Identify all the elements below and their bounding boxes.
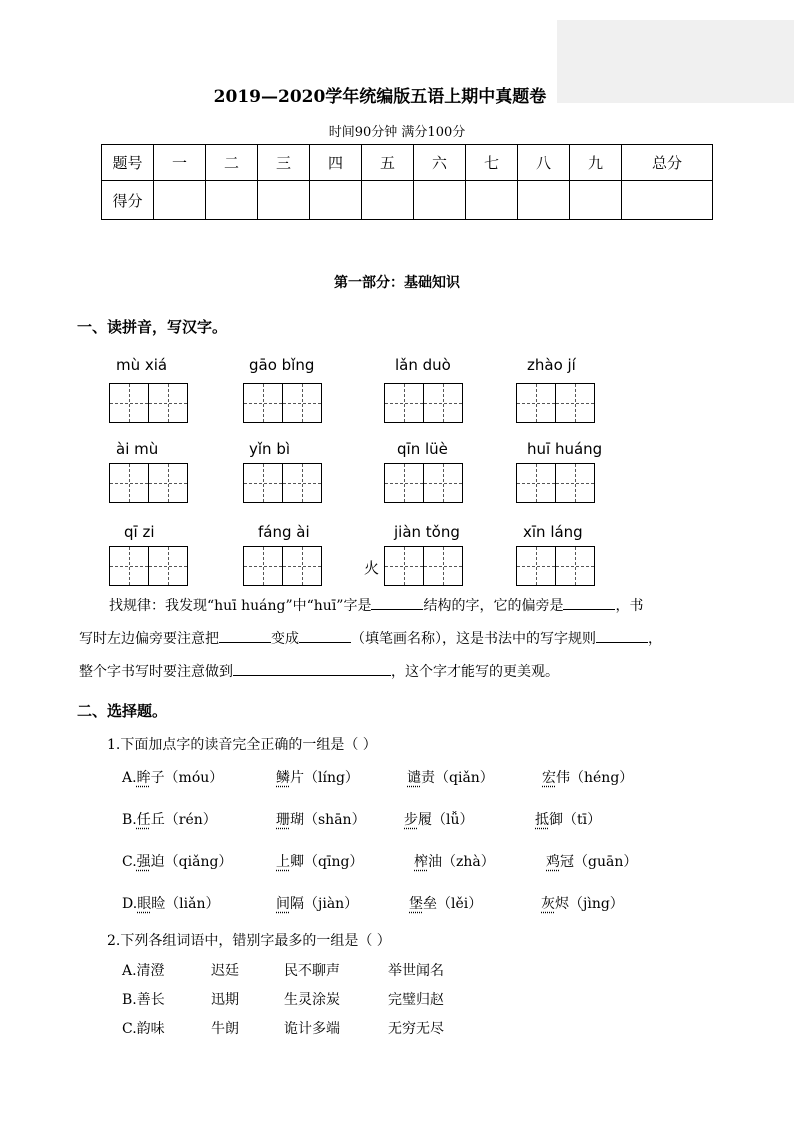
writing-grid[interactable]: [555, 383, 595, 423]
pinyin-label: jiàn tǒng: [394, 523, 460, 541]
option-c-word-4: [546, 851, 637, 871]
answer-blank[interactable]: [219, 626, 271, 643]
pinyin-label: zhào jí: [527, 356, 576, 374]
dotted-char: 堡: [409, 896, 423, 912]
option-word: 迫（qiǎng）: [150, 854, 233, 870]
dotted-char: 上: [276, 854, 290, 870]
q2-word: 生灵涂炭: [284, 992, 340, 1008]
dotted-char: 眸: [136, 770, 151, 786]
part-title: 第一部分：基础知识: [334, 275, 460, 291]
option-c-word-2: [276, 851, 363, 871]
dotted-char: 鳞: [276, 770, 290, 786]
dotted-char: 步: [404, 812, 418, 828]
pinyin-label: qīn lüè: [397, 440, 448, 458]
option-word: 责（qiǎn）: [421, 770, 494, 786]
writing-grid[interactable]: [516, 383, 556, 423]
dotted-char: 谴: [407, 770, 421, 786]
q2-word: 民不聊声: [284, 963, 340, 979]
option-a[interactable]: [122, 767, 223, 787]
answer-blank[interactable]: [563, 593, 615, 610]
option-word: 御（tī）: [549, 812, 602, 828]
dotted-char: 珊: [276, 812, 290, 828]
dotted-char: 强: [136, 854, 151, 870]
question-1-stem: 1.下面加点字的读音完全正确的一组是（ ）: [107, 737, 377, 753]
rule-paragraph: [79, 590, 739, 689]
table-cell: 六: [414, 145, 466, 181]
option-word: 垒（lěi）: [423, 896, 483, 912]
table-cell: 四: [310, 145, 362, 181]
option-b-word-4: [535, 809, 601, 829]
answer-blank[interactable]: [299, 626, 351, 643]
option-letter: D.: [122, 896, 138, 912]
dotted-char: 间: [276, 896, 290, 912]
rule-text: （填笔画名称），这是书法中的写字规则: [351, 631, 596, 647]
table-cell: 九: [570, 145, 622, 181]
table-cell: 得分: [102, 181, 154, 220]
rule-text: 找规律：我发现“huī huáng”中“huī”字是: [109, 598, 372, 614]
option-d[interactable]: [122, 893, 220, 913]
dotted-char: 鸡: [546, 854, 560, 870]
score-input-cell[interactable]: [310, 181, 362, 220]
pinyin-label: lǎn duò: [395, 356, 451, 374]
answer-blank[interactable]: [371, 593, 423, 610]
option-letter: A.: [122, 770, 137, 786]
option-c[interactable]: [122, 851, 232, 871]
option-letter: C.: [122, 854, 137, 870]
table-cell: 五: [362, 145, 414, 181]
writing-grid[interactable]: [423, 463, 463, 503]
writing-grid[interactable]: [148, 546, 188, 586]
answer-blank[interactable]: [596, 626, 648, 643]
score-table-score-row: [102, 181, 713, 220]
pinyin-label: mù xiá: [116, 356, 168, 374]
option-word: 伟（héng）: [556, 770, 634, 786]
score-input-cell[interactable]: [570, 181, 622, 220]
score-input-cell[interactable]: [622, 181, 713, 220]
pinyin-label: qī zi: [124, 523, 155, 541]
rule-text: ，: [648, 631, 662, 647]
writing-grid[interactable]: [516, 463, 556, 503]
pinyin-label: yǐn bì: [249, 440, 291, 458]
writing-grid[interactable]: [555, 546, 595, 586]
rule-text: 变成: [271, 631, 299, 647]
writing-grid[interactable]: [384, 546, 424, 586]
table-cell: 总分: [622, 145, 713, 181]
option-word: 卿（qīng）: [290, 854, 364, 870]
q2-option-a[interactable]: A.清澄: [122, 963, 165, 979]
option-a-word-2: [276, 767, 359, 787]
q2-word: 诡计多端: [284, 1021, 340, 1037]
option-word: 睑（liǎn）: [151, 896, 220, 912]
pinyin-label: fáng ài: [258, 523, 310, 541]
writing-grid[interactable]: [555, 463, 595, 503]
q2-word: 完璧归赵: [388, 992, 444, 1008]
dotted-char: 抵: [535, 812, 549, 828]
page-title: 2019—2020学年统编版五语上期中真题卷: [213, 87, 547, 107]
pinyin-label: gāo bǐng: [249, 356, 315, 374]
writing-grid[interactable]: [516, 546, 556, 586]
option-b-word-2: [276, 809, 366, 829]
option-word: 油（zhà）: [428, 854, 495, 870]
dotted-char: 宏: [542, 770, 556, 786]
rule-text: 结构的字，它的偏旁是: [423, 598, 564, 614]
writing-grid[interactable]: [109, 463, 149, 503]
score-table: [101, 144, 713, 220]
q2-word: 牛朗: [211, 1021, 239, 1037]
section-1-title: 一、读拼音，写汉字。: [77, 318, 228, 336]
q2-word: 举世闻名: [388, 963, 444, 979]
option-word: 履（lǚ）: [418, 812, 474, 828]
section-2-title: 二、选择题。: [77, 702, 168, 720]
score-input-cell[interactable]: [518, 181, 570, 220]
option-word: 冠（guān）: [560, 854, 638, 870]
rule-text: ，书: [615, 598, 644, 614]
option-word: 片（líng）: [290, 770, 359, 786]
writing-grid[interactable]: [148, 463, 188, 503]
dotted-char: 灰: [541, 896, 555, 912]
q2-word: 无穷无尽: [388, 1021, 444, 1037]
writing-grid[interactable]: [243, 463, 283, 503]
option-word: 瑚（shān）: [290, 812, 366, 828]
pinyin-label: xīn láng: [523, 523, 583, 541]
fire-radical-hint: 火: [364, 559, 380, 577]
table-cell: 一: [154, 145, 206, 181]
table-cell: 二: [206, 145, 258, 181]
dotted-char: 眼: [137, 896, 152, 912]
option-c-word-3: [414, 851, 495, 871]
writing-grid[interactable]: [109, 546, 149, 586]
score-input-cell[interactable]: [206, 181, 258, 220]
pinyin-label: huī huáng: [527, 440, 603, 458]
q2-option-c[interactable]: C.韵味: [122, 1021, 165, 1037]
table-cell: 七: [466, 145, 518, 181]
score-input-cell[interactable]: [154, 181, 206, 220]
option-word: 烬（jìng）: [555, 896, 624, 912]
pinyin-label: ài mù: [116, 440, 159, 458]
option-b[interactable]: [122, 809, 217, 829]
table-cell: 八: [518, 145, 570, 181]
q2-word: 迅期: [211, 992, 239, 1008]
writing-grid[interactable]: [384, 383, 424, 423]
rule-text: 写时左边偏旁要注意把: [79, 631, 219, 647]
option-d-word-2: [276, 893, 358, 913]
writing-grid[interactable]: [282, 546, 322, 586]
writing-grid[interactable]: [384, 463, 424, 503]
option-word: 子（móu）: [150, 770, 224, 786]
rule-text: 整个字书写时要注意做到: [79, 664, 233, 680]
q2-word: 迟廷: [211, 963, 239, 979]
question-2-stem: 2.下列各组词语中，错别字最多的一组是（ ）: [107, 933, 391, 949]
table-cell: 三: [258, 145, 310, 181]
writing-grid[interactable]: [282, 383, 322, 423]
writing-grid[interactable]: [423, 383, 463, 423]
option-b-word-3: [404, 809, 474, 829]
score-input-cell[interactable]: [362, 181, 414, 220]
score-input-cell[interactable]: [414, 181, 466, 220]
option-word: 隔（jiàn）: [290, 896, 359, 912]
page-subtitle: 时间90分钟 满分100分: [328, 125, 466, 140]
option-d-word-4: [541, 893, 624, 913]
option-a-word-3: [407, 767, 494, 787]
answer-blank[interactable]: [233, 659, 391, 676]
writing-grid[interactable]: [423, 546, 463, 586]
score-table-header-row: [102, 145, 713, 181]
writing-grid[interactable]: [243, 383, 283, 423]
writing-grid[interactable]: [148, 383, 188, 423]
rule-text: ，这个字才能写的更美观。: [391, 664, 559, 680]
writing-grid[interactable]: [243, 546, 283, 586]
option-word: 丘（rén）: [150, 812, 217, 828]
option-letter: B.: [122, 812, 137, 828]
q2-option-b[interactable]: B.善长: [122, 992, 165, 1008]
writing-grid[interactable]: [109, 383, 149, 423]
table-cell: 题号: [102, 145, 154, 181]
score-input-cell[interactable]: [258, 181, 310, 220]
option-a-word-4: [542, 767, 633, 787]
score-input-cell[interactable]: [466, 181, 518, 220]
writing-grid[interactable]: [282, 463, 322, 503]
dotted-char: 榨: [414, 854, 428, 870]
dotted-char: 任: [136, 812, 151, 828]
option-d-word-3: [409, 893, 482, 913]
